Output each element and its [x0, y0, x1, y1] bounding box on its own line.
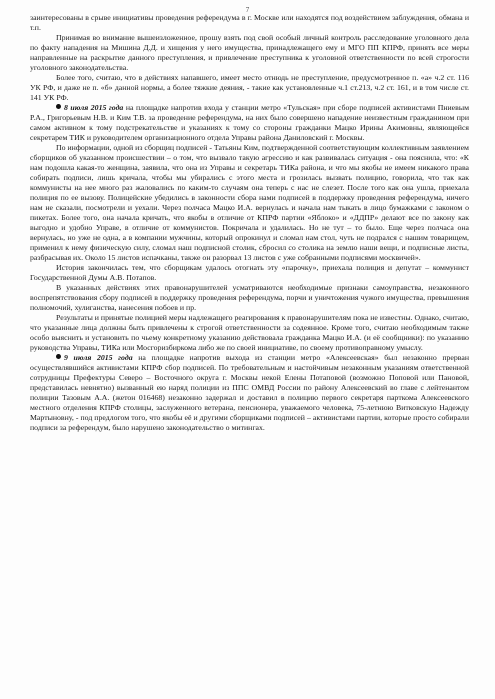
bullet-icon	[56, 354, 61, 359]
event-date: 9 июля 2015 года	[64, 353, 133, 362]
paragraph: Принимая во внимание вышеизложенное, прошу взять под свой особый личный контроль расследование уголовного дела по факту нападения на Мишина Д.Д. и хищения у него имущества, принадлежащего ему и МГО ПП КПРФ, принять все меры направленные на раскрытие данного преступления, и привлечение преступника к уголовной ответственности по всей строгости уголовного законодательства.	[30, 33, 469, 72]
bullet-paragraph	[30, 103, 469, 143]
paragraph: История закончилась тем, что сборщикам удалось отогнать эту «парочку», приехала полиция и депутат – коммунист Государственной Думы А.В. Потапов.	[30, 263, 469, 282]
document-body	[30, 13, 469, 433]
paragraph-text: на площадке напротив входа у станции метро «Тульская» при сборе подписей активистами Пниевым Р.А., Григорьевым Н.В. и Ким Т.В. за проведение референдума, на них было совершено нападение неизвестным гражданином при самом активном к тому подстрекательстве и указаниях к тому со стороны гражданки Мацко Ирины Акимовны, являющейся секретарем ТИК и руководителем организационного отдела Управы района Даниловский г. Москвы.	[30, 103, 469, 142]
page-number: 7	[245, 6, 250, 14]
paragraph-text: на площадке напротив выхода из станции метро «Алексеевская» был незаконно прерван осуществлявшийся активистами КПРФ сбор подписей. По требовательным и настойчивым незаконным указаниям ответственной сотрудницы Префектуры Северо – Восточного округа г. Москвы некой Елены Потаповой (возможно Поповой или Пановой, представилась невнятно) вызванный ею наряд полиции из ППС ОМВД России по району Алексеевский во главе с лейтенантом полиции Тазовым А.А. (жетон 016468) незаконно задержал и доставил в полицию первого секретаря парткома Алексеевского местного отделения КПРФ столицы, заслуженного ветерана, пенсионера, уважаемого человека, 75-летнюю Витковскую Надежду Мартыновну, - под предлогом того, что якобы её и другими сборщиками подписей – активистами партии, которые просто собирали подписи за референдум, было нарушено законодательство о митингах.	[30, 353, 469, 432]
paragraph: заинтересованы в срыве инициативы проведения референдума в г. Москве или находятся под воздействием заблуждения, обмана и т.п.	[30, 13, 469, 32]
paragraph: Более того, считаю, что в действиях напавшего, имеет место отнюдь не преступление, предусмотренное п. «а» ч.2 ст. 116 УК РФ, и даже не п. «б» данной нормы, а более тяжкие деяния, - такие как установленные ч.1 ст.213, ч.2 ст. 161, и в том числе ст. 141 УК РФ.	[30, 73, 469, 102]
paragraph: Результаты и принятые полицией меры надлежащего реагирования к правонарушителям пока не известны. Однако, считаю, что указанные лица должны быть привлечены к строгой ответственности за содеянное. Кроме того, считаю необходимым также особо выяснить и установить по чьему конкретному указанию действовала гражданка Мацко И.А. (и её сообщники): по указанию руководства Управы, ТИКа или Мосгоризбиркома либо же по своей инициативе, по своему противоправному умыслу.	[30, 313, 469, 352]
event-date: 8 июля 2015 года	[64, 103, 124, 112]
bullet-paragraph	[30, 353, 469, 433]
bullet-icon	[56, 104, 61, 109]
paragraph: В указанных действиях этих правонарушителей усматриваются необходимые признаки самоуправства, незаконного воспрепятствования сбору подписей в поддержку проведения референдума, порчи и уничтожения чужого имущества, превышения полномочий, хулиганства, нанесения побоев и пр.	[30, 283, 469, 312]
paragraph: По информации, одной из сборщиц подписей - Татьяны Ким, подтвержденной соответствующим коллективным заявлением сборщиков об указанном происшествии – о том, что вызвало такую агрессию и как развивалась ситуация - она пояснила, что: «К нам подошла какая-то женщина, заявила, что она из Управы и секретарь ТИКа района, и что мы якобы не имеем никакого права собирать подписи, лишь кричала, чтобы мы убирались с этого места и грозилась вызвать полицию, говорила, что так как коммунисты на нее много раз жаловались по каким-то случаям она теперь с нас не слезет. После того как она ушла, приехала полиция по ее вызову. Полицейские убедились в законности сбора нами подписей в поддержку проведения референдума, ничего нам не сказали, посмотрели и уехали. Через полчаса Мацко И.А. вернулась и начала нам тыкать в лицо бумажками с законом о пикетах. Более того, она начала кричать, что якобы в отличие от КПРФ партии «Яблоко» и «ДДПР» делают все по закону как выгодно и удобно Управе, в отличие от коммунистов. Покричала и удалилась. Но не тут – то было. Еще через полчаса она вернулась, но уже не одна, а в компании мужчины, который опрокинул и сломал нам стол, чуть не подрался с нашим товарищем, применил к нему физическую силу, сломал наш подписной столик, сбросил со столика на землю наши вещи, и подписные листы, разбрасывая их. Около 15 листов испачканы, также он разорвал 13 листов с уже собранными подписями москвичей».	[30, 143, 469, 262]
